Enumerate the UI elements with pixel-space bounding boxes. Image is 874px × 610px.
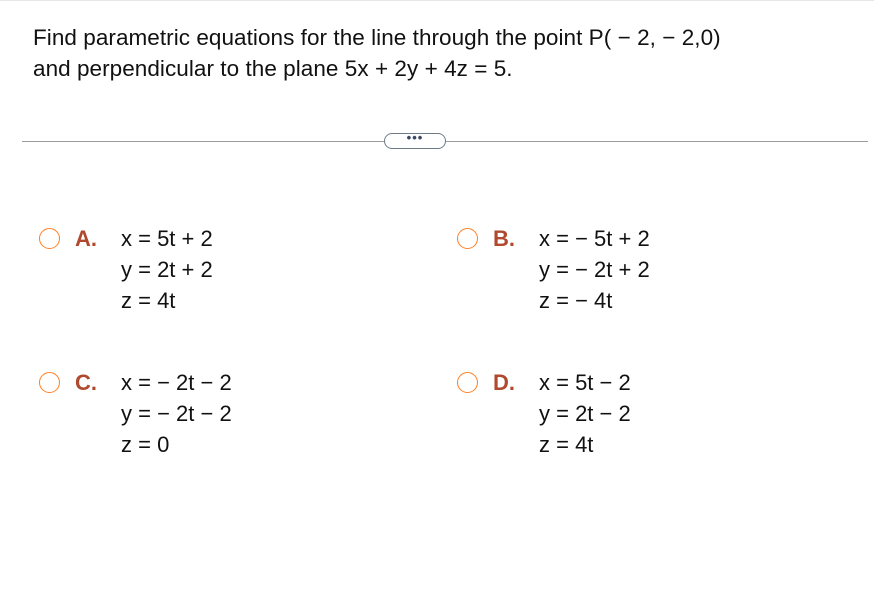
option-a-equation-x: x = 5t + 2 — [121, 226, 213, 251]
option-b-equation-z: z = − 4t — [539, 288, 613, 313]
radio-button-a[interactable] — [39, 228, 60, 249]
option-letter-b: B. — [493, 226, 515, 251]
option-c-equation-z: z = 0 — [121, 432, 170, 457]
radio-button-b[interactable] — [457, 228, 478, 249]
question-line-1: Find parametric equations for the line through the point P( − 2, − 2,0) — [33, 25, 721, 50]
option-b-equation-y: y = − 2t + 2 — [539, 257, 650, 282]
option-b-equation-x: x = − 5t + 2 — [539, 226, 650, 251]
option-c-equation-y: y = − 2t − 2 — [121, 401, 232, 426]
option-letter-a: A. — [75, 226, 97, 251]
option-a-equation-y: y = 2t + 2 — [121, 257, 213, 282]
option-a-equation-z: z = 4t — [121, 288, 176, 313]
more-dots-icon: ••• — [406, 130, 424, 145]
question-line-2: and perpendicular to the plane 5x + 2y + 4z = 5. — [33, 56, 513, 81]
option-letter-d: D. — [493, 370, 515, 395]
option-d-equation-z: z = 4t — [539, 432, 594, 457]
option-d-equation-x: x = 5t − 2 — [539, 370, 631, 395]
radio-button-c[interactable] — [39, 372, 60, 393]
question-text — [33, 22, 853, 84]
option-c-equation-x: x = − 2t − 2 — [121, 370, 232, 395]
option-letter-c: C. — [75, 370, 97, 395]
radio-button-d[interactable] — [457, 372, 478, 393]
top-border — [0, 0, 874, 1]
more-button[interactable] — [384, 130, 446, 149]
option-d-equation-y: y = 2t − 2 — [539, 401, 631, 426]
